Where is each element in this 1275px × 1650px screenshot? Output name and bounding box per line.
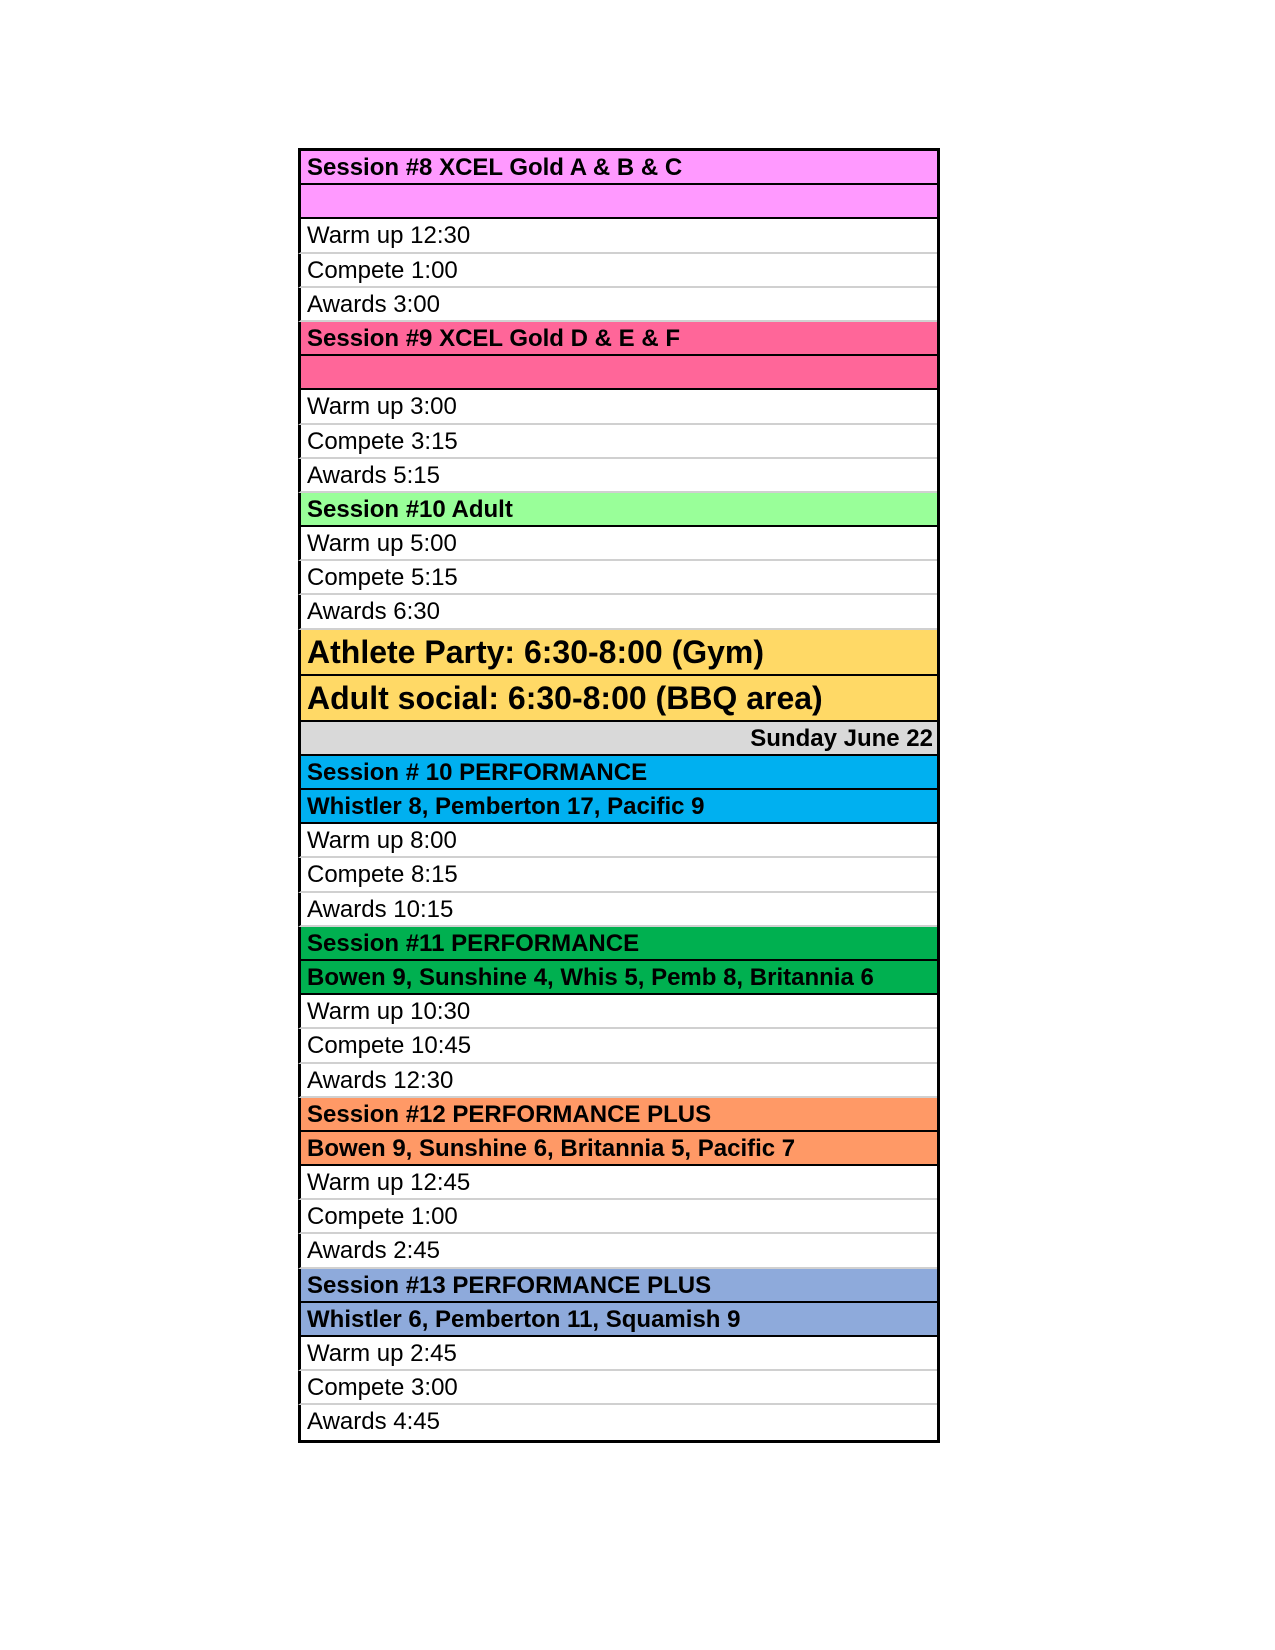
schedule-row: Awards 3:00 — [298, 288, 937, 322]
schedule-row: Warm up 12:45 — [298, 1166, 937, 1200]
schedule-row: Warm up 12:30 — [298, 219, 937, 253]
schedule-row: Compete 1:00 — [298, 1200, 937, 1234]
schedule-row: Compete 10:45 — [298, 1029, 937, 1063]
session-header-row: Session # 10 PERFORMANCE — [298, 756, 937, 790]
session-header-row: Session #12 PERFORMANCE PLUS — [298, 1098, 937, 1132]
session-header-row: Whistler 6, Pemberton 11, Squamish 9 — [298, 1303, 937, 1337]
day-header-row: Sunday June 22 — [298, 722, 937, 756]
session-header-row: Whistler 8, Pemberton 17, Pacific 9 — [298, 790, 937, 824]
schedule-row: Compete 3:15 — [298, 425, 937, 459]
schedule-row: Compete 8:15 — [298, 858, 937, 892]
schedule-row: Warm up 3:00 — [298, 390, 937, 424]
schedule-row: Warm up 10:30 — [298, 995, 937, 1029]
schedule-row: Compete 1:00 — [298, 254, 937, 288]
schedule-row: Awards 4:45 — [298, 1405, 937, 1439]
event-banner-row: Adult social: 6:30-8:00 (BBQ area) — [298, 676, 937, 722]
schedule-row: Awards 6:30 — [298, 595, 937, 629]
session-header-row: Session #13 PERFORMANCE PLUS — [298, 1269, 937, 1303]
session-header-row — [298, 185, 937, 219]
session-header-row: Bowen 9, Sunshine 4, Whis 5, Pemb 8, Britannia 6 — [298, 961, 937, 995]
schedule-row: Awards 2:45 — [298, 1234, 937, 1268]
schedule-table — [298, 148, 940, 1443]
schedule-row: Compete 5:15 — [298, 561, 937, 595]
schedule-row: Awards 5:15 — [298, 459, 937, 493]
session-header-row: Bowen 9, Sunshine 6, Britannia 5, Pacific 7 — [298, 1132, 937, 1166]
schedule-row: Warm up 8:00 — [298, 824, 937, 858]
schedule-row: Compete 3:00 — [298, 1371, 937, 1405]
session-header-row: Session #10 Adult — [298, 493, 937, 527]
session-header-row: Session #9 XCEL Gold D & E & F — [298, 322, 937, 356]
session-header-row — [298, 356, 937, 390]
schedule-row: Awards 12:30 — [298, 1064, 937, 1098]
schedule-row: Warm up 2:45 — [298, 1337, 937, 1371]
schedule-row: Awards 10:15 — [298, 893, 937, 927]
schedule-row: Warm up 5:00 — [298, 527, 937, 561]
event-banner-row: Athlete Party: 6:30-8:00 (Gym) — [298, 630, 937, 676]
session-header-row: Session #8 XCEL Gold A & B & C — [298, 151, 937, 185]
session-header-row: Session #11 PERFORMANCE — [298, 927, 937, 961]
